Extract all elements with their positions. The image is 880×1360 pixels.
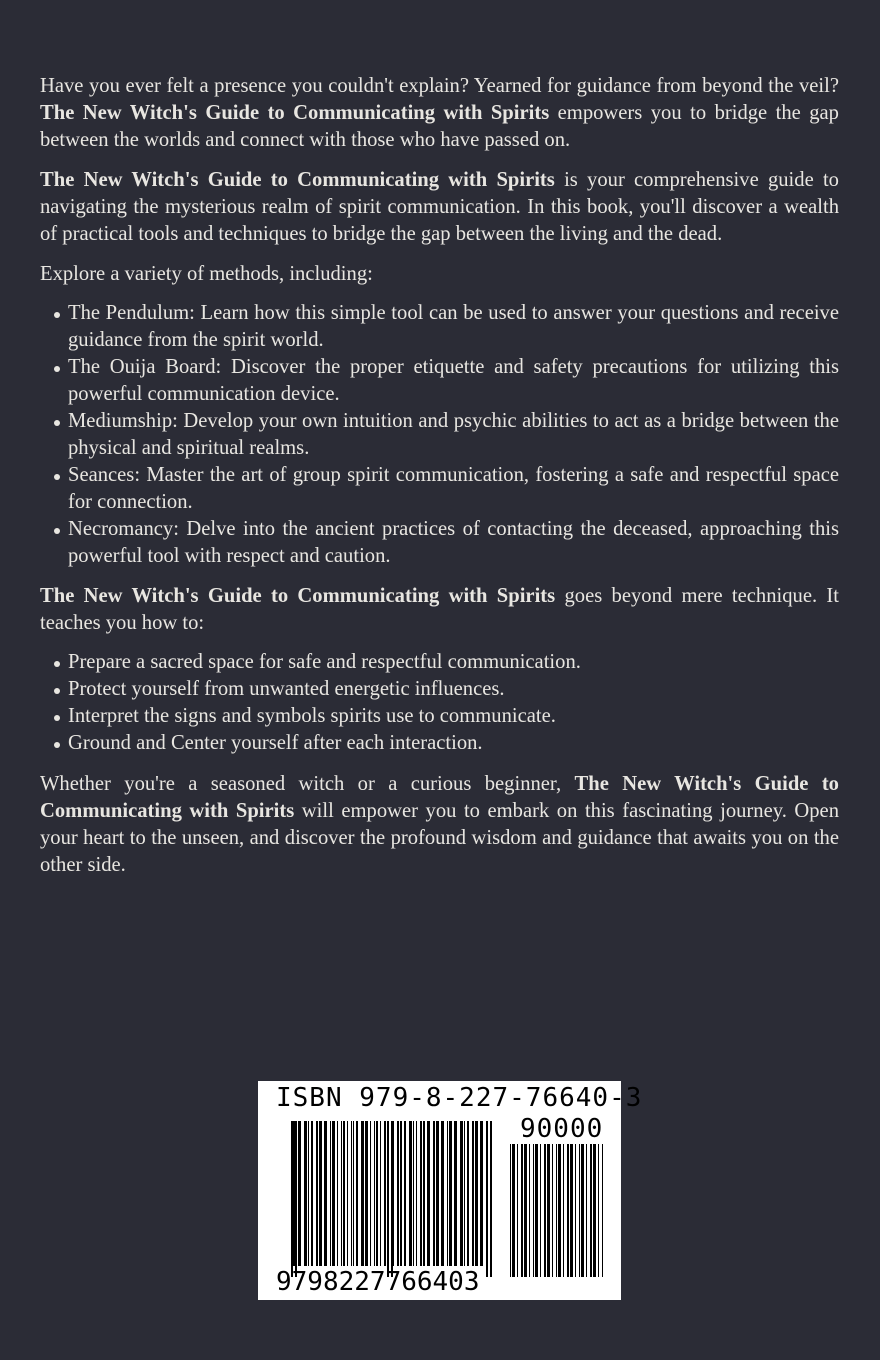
barcode-bar — [361, 1121, 364, 1266]
barcode-bar — [480, 1121, 483, 1266]
closing-tail: will empower you to embark on this fascinating journey. Open your heart to the unseen, and discover the profound wisdom and guidance that awaits you on the other side. — [40, 800, 839, 876]
barcode-bar — [332, 1121, 335, 1266]
intro-paragraph — [40, 73, 839, 154]
overview-paragraph — [40, 167, 839, 248]
barcode-bar — [540, 1144, 541, 1277]
barcode-bar — [404, 1121, 406, 1266]
technique-paragraph — [40, 583, 839, 637]
closing-paragraph — [40, 771, 839, 879]
barcode-bar — [517, 1144, 518, 1277]
list-item: Necromancy: Delve into the ancient practices of contacting the deceased, approaching this powerful tool with respect and caution. — [40, 516, 839, 570]
book-title: The New Witch's Guide to Communicating with Spirits — [40, 773, 839, 822]
barcode-bar — [581, 1144, 584, 1277]
barcode-guard-bar — [391, 1121, 393, 1277]
barcode-bar — [433, 1121, 435, 1266]
barcode-bar — [353, 1121, 354, 1266]
barcode-bar — [598, 1144, 599, 1277]
barcode-bar — [427, 1121, 430, 1266]
barcode-bar — [343, 1121, 345, 1266]
list-item: Interpret the signs and symbols spirits use to communicate. — [40, 703, 839, 730]
list-item: Prepare a sacred space for safe and respectful communication. — [40, 649, 839, 676]
barcode-bar — [533, 1144, 534, 1277]
intro-tail: empowers you to bridge the gap between the worlds and connect with those who have passed on. — [40, 102, 839, 151]
barcode-bar — [324, 1121, 327, 1266]
price-code: 90000 — [520, 1114, 604, 1144]
barcode-bar — [397, 1121, 399, 1266]
barcode-bar — [351, 1121, 352, 1266]
barcode-bar — [441, 1121, 444, 1266]
book-title: The New Witch's Guide to Communicating with Spirits — [40, 169, 555, 191]
barcode-bar — [316, 1121, 318, 1266]
barcode-bar — [602, 1144, 603, 1277]
isbn-label: ISBN 979-8-227-76640-3 — [276, 1083, 643, 1113]
barcode-bar — [512, 1144, 515, 1277]
barcode-bar — [400, 1121, 402, 1266]
list-item: Protect yourself from unwanted energetic influences. — [40, 676, 839, 703]
barcode-bar — [413, 1121, 414, 1266]
methods-intro: Explore a variety of methods, including: — [40, 263, 373, 285]
barcode-bar — [447, 1121, 448, 1266]
barcode-bar — [590, 1144, 592, 1277]
barcode-bar — [460, 1121, 463, 1266]
barcode-bar — [558, 1144, 561, 1277]
barcode-bar — [464, 1121, 465, 1266]
barcode-bar — [556, 1144, 557, 1277]
barcode-bar — [510, 1144, 511, 1277]
barcode-bar — [311, 1121, 313, 1266]
barcode-bar — [416, 1121, 417, 1266]
barcode-bar — [365, 1121, 368, 1266]
book-title: The New Witch's Guide to Communicating with Spirits — [40, 585, 556, 607]
skills-list — [40, 649, 839, 757]
barcode-bar — [376, 1121, 378, 1266]
barcode-bar — [575, 1144, 576, 1277]
barcode-bar — [563, 1144, 564, 1277]
list-item: Ground and Center yourself after each interaction. — [40, 730, 839, 757]
barcode-bar — [579, 1144, 580, 1277]
barcode-guard-bar — [295, 1121, 297, 1277]
barcode-bar — [330, 1121, 331, 1266]
barcode-bar — [374, 1121, 375, 1266]
barcode-bar — [567, 1144, 569, 1277]
barcode-bar — [529, 1144, 530, 1277]
methods-list — [40, 300, 839, 570]
isbn-barcode — [258, 1081, 643, 1300]
barcode-bar — [384, 1121, 386, 1266]
list-item: The Pendulum: Learn how this simple tool can be used to answer your questions and receive guidance from the spirit world. — [40, 300, 839, 354]
barcode-bar — [298, 1121, 301, 1266]
barcode-bar — [337, 1121, 338, 1266]
barcode-guard-bar — [291, 1121, 293, 1277]
barcode-bar — [524, 1144, 527, 1277]
barcode-bar — [380, 1121, 381, 1266]
book-title: The New Witch's Guide to Communicating with Spirits — [40, 102, 550, 124]
barcode-bar — [370, 1121, 371, 1266]
barcode-bar — [356, 1121, 358, 1266]
barcode-bar — [319, 1121, 322, 1266]
closing-lead: Whether you're a seasoned witch or a curious beginner, — [40, 773, 562, 795]
intro-question: Have you ever felt a presence you couldn't explain? Yearned for guidance from beyond the veil? — [40, 75, 839, 97]
barcode-bar — [308, 1121, 309, 1266]
barcode-guard-bar — [490, 1121, 492, 1277]
barcode-bar — [552, 1144, 553, 1277]
barcode-bar — [467, 1121, 469, 1266]
barcode-guard-bar — [486, 1121, 488, 1277]
blurb-text — [40, 73, 839, 892]
barcode-bar — [475, 1121, 478, 1266]
barcode-bar — [341, 1121, 342, 1266]
barcode-bar — [586, 1144, 587, 1277]
barcode-bar — [547, 1144, 550, 1277]
barcode-bar — [304, 1121, 307, 1266]
barcode-bar — [423, 1121, 425, 1266]
barcode-guard-bar — [387, 1121, 389, 1277]
barcode-bar — [449, 1121, 452, 1266]
barcode-bar — [436, 1121, 439, 1266]
barcode-bar — [544, 1144, 546, 1277]
barcode-bar — [420, 1121, 422, 1266]
ean-digits: 9798227766403 — [276, 1267, 480, 1297]
barcode-bar — [570, 1144, 573, 1277]
barcode-bar — [535, 1144, 538, 1277]
barcode-bar — [454, 1121, 457, 1266]
overview-tail: is your comprehensive guide to navigating the mysterious realm of spirit communication. In this book, you'll discover a wealth of practical tools and techniques to bridge the gap between the living and the dead. — [40, 169, 839, 245]
barcode-bar — [593, 1144, 596, 1277]
list-item: Mediumship: Develop your own intuition and psychic abilities to act as a bridge between the physical and spiritual realms. — [40, 408, 839, 462]
barcode-bar — [472, 1121, 474, 1266]
barcode-bar — [521, 1144, 523, 1277]
technique-tail: goes beyond mere technique. It teaches you how to: — [40, 585, 839, 634]
list-item: Seances: Master the art of group spirit communication, fostering a safe and respectful space for connection. — [40, 462, 839, 516]
barcode-bar — [409, 1121, 412, 1266]
barcode-bar — [347, 1121, 348, 1266]
list-item: The Ouija Board: Discover the proper etiquette and safety precautions for utilizing this powerful communication device. — [40, 354, 839, 408]
